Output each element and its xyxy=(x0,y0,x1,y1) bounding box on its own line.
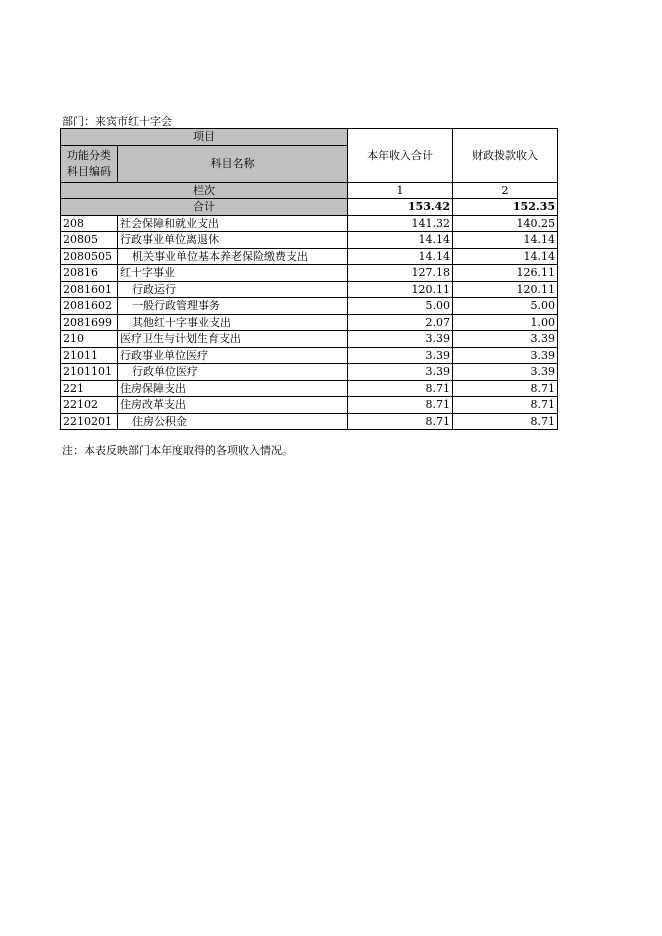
table-row xyxy=(61,265,558,282)
table-row xyxy=(61,232,558,249)
row-total-income: 14.14 xyxy=(348,248,453,265)
table-row xyxy=(61,215,558,232)
row-total-income: 3.39 xyxy=(348,331,453,348)
fiscal-income-header: 财政拨款收入 xyxy=(453,129,558,183)
table-row xyxy=(61,380,558,397)
row-total-income: 8.71 xyxy=(348,380,453,397)
row-fiscal-income: 14.14 xyxy=(453,248,558,265)
row-name: 机关事业单位基本养老保险缴费支出 xyxy=(118,248,348,265)
row-total-income: 5.00 xyxy=(348,298,453,315)
table-row xyxy=(61,364,558,381)
table-row xyxy=(61,248,558,265)
row-fiscal-income: 5.00 xyxy=(453,298,558,315)
row-fiscal-income: 126.11 xyxy=(453,265,558,282)
row-name: 住房保障支出 xyxy=(118,380,348,397)
project-header: 项目 xyxy=(61,129,348,146)
row-fiscal-income: 3.39 xyxy=(453,364,558,381)
row-name: 其他红十字事业支出 xyxy=(118,314,348,331)
row-name: 住房公积金 xyxy=(118,413,348,430)
header-row-project xyxy=(61,129,558,146)
row-code: 2101101 xyxy=(61,364,118,381)
row-fiscal-income: 1.00 xyxy=(453,314,558,331)
row-total-income: 3.39 xyxy=(348,364,453,381)
footnote: 注：本表反映部门本年度取得的各项收入情况。 xyxy=(62,444,293,457)
total-row xyxy=(61,199,558,216)
column-index-row xyxy=(61,182,558,199)
row-code: 21011 xyxy=(61,347,118,364)
table-row xyxy=(61,331,558,348)
func-code-header xyxy=(61,145,118,182)
table-row xyxy=(61,298,558,315)
row-fiscal-income: 8.71 xyxy=(453,413,558,430)
col1-index: 1 xyxy=(348,182,453,199)
row-fiscal-income: 8.71 xyxy=(453,397,558,414)
total-label: 合计 xyxy=(61,199,348,216)
row-code: 20816 xyxy=(61,265,118,282)
total-income-header: 本年收入合计 xyxy=(348,129,453,183)
table-row xyxy=(61,314,558,331)
row-total-income: 2.07 xyxy=(348,314,453,331)
row-code: 2081601 xyxy=(61,281,118,298)
row-fiscal-income: 3.39 xyxy=(453,347,558,364)
row-name: 红十字事业 xyxy=(118,265,348,282)
row-code: 2081602 xyxy=(61,298,118,315)
row-code: 221 xyxy=(61,380,118,397)
row-name: 行政事业单位离退休 xyxy=(118,232,348,249)
department-label: 部门：来宾市红十字会 xyxy=(62,115,172,128)
col2-index: 2 xyxy=(453,182,558,199)
row-total-income: 3.39 xyxy=(348,347,453,364)
row-code: 2081699 xyxy=(61,314,118,331)
total-income-value: 153.42 xyxy=(348,199,453,216)
row-name: 行政事业单位医疗 xyxy=(118,347,348,364)
row-name: 行政运行 xyxy=(118,281,348,298)
row-total-income: 120.11 xyxy=(348,281,453,298)
row-fiscal-income: 120.11 xyxy=(453,281,558,298)
row-code: 2080505 xyxy=(61,248,118,265)
row-name: 行政单位医疗 xyxy=(118,364,348,381)
row-name: 社会保障和就业支出 xyxy=(118,215,348,232)
row-fiscal-income: 14.14 xyxy=(453,232,558,249)
table-row xyxy=(61,413,558,430)
row-total-income: 127.18 xyxy=(348,265,453,282)
row-code: 208 xyxy=(61,215,118,232)
row-code: 20805 xyxy=(61,232,118,249)
row-total-income: 8.71 xyxy=(348,413,453,430)
func-code-line2: 科目编码 xyxy=(67,164,111,178)
row-fiscal-income: 8.71 xyxy=(453,380,558,397)
row-name: 医疗卫生与计划生育支出 xyxy=(118,331,348,348)
row-name: 住房改革支出 xyxy=(118,397,348,414)
row-code: 2210201 xyxy=(61,413,118,430)
row-code: 22102 xyxy=(61,397,118,414)
total-fiscal-value: 152.35 xyxy=(453,199,558,216)
row-total-income: 8.71 xyxy=(348,397,453,414)
table-row xyxy=(61,347,558,364)
income-table xyxy=(60,128,558,430)
row-total-income: 14.14 xyxy=(348,232,453,249)
row-fiscal-income: 3.39 xyxy=(453,331,558,348)
row-name: 一般行政管理事务 xyxy=(118,298,348,315)
column-index-label: 栏次 xyxy=(61,182,348,199)
table-row xyxy=(61,397,558,414)
row-total-income: 141.32 xyxy=(348,215,453,232)
row-code: 210 xyxy=(61,331,118,348)
subject-name-header: 科目名称 xyxy=(118,145,348,182)
table-row xyxy=(61,281,558,298)
row-fiscal-income: 140.25 xyxy=(453,215,558,232)
func-code-line1: 功能分类 xyxy=(67,148,111,162)
